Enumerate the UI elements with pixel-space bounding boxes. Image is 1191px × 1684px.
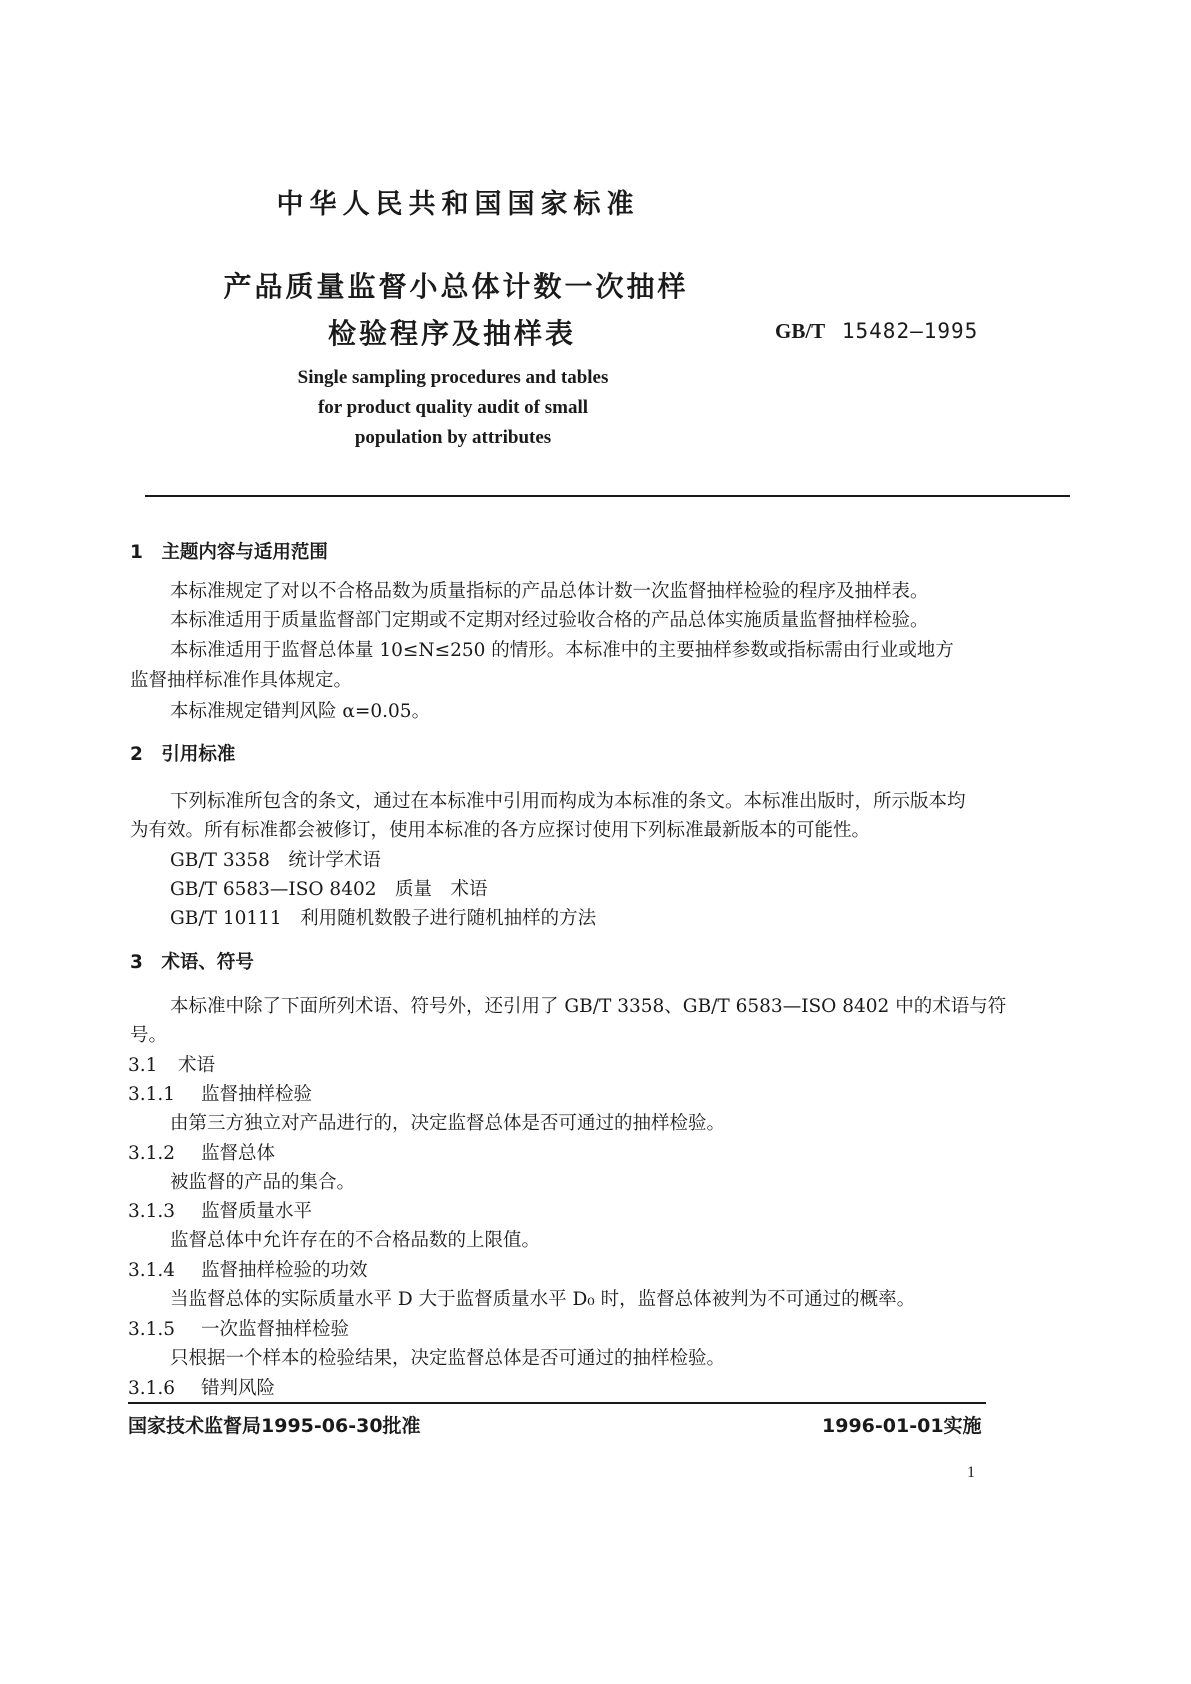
section-1-paragraph-1: 本标准规定了对以不合格品数为质量指标的产品总体计数一次监督抽样检验的程序及抽样表。	[170, 581, 929, 602]
term-label: 监督总体	[201, 1143, 276, 1164]
term-3-1-3-definition: 监督总体中允许存在的不合格品数的上限值。	[170, 1230, 541, 1251]
reference-gbt-6583: GB/T 6583—ISO 8402 质量 术语	[170, 879, 488, 900]
approval-note: 国家技术监督局1995-06-30批准	[128, 1415, 421, 1437]
term-3-1-2-definition: 被监督的产品的集合。	[170, 1172, 356, 1193]
section-2-paragraph-line-1: 下列标准所包含的条文，通过在本标准中引用而构成为本标准的条文。本标准出版时，所示版本均	[170, 791, 966, 812]
term-number: 3.1	[128, 1055, 158, 1076]
title-line-2: 检验程序及抽样表	[327, 317, 577, 350]
term-3-1-4	[128, 1256, 368, 1282]
term-number: 3.1.3	[128, 1201, 176, 1222]
page-number: 1	[967, 1464, 975, 1481]
term-label: 监督质量水平	[201, 1201, 313, 1222]
term-number: 3.1.4	[128, 1260, 176, 1281]
term-number: 3.1.5	[128, 1319, 176, 1340]
section-2-heading: 2 引用标准	[130, 744, 236, 765]
term-label: 监督抽样检验	[201, 1084, 313, 1105]
english-title-line-2: for product quality audit of small	[317, 397, 589, 418]
term-3-1-2	[128, 1139, 275, 1165]
term-3-1-6	[128, 1374, 275, 1400]
term-3-1	[128, 1051, 215, 1077]
section-3-heading: 3 术语、符号	[130, 952, 254, 973]
term-3-1-4-definition: 当监督总体的实际质量水平 D 大于监督质量水平 D₀ 时，监督总体被判为不可通过的概率。	[170, 1289, 916, 1310]
standard-prefix: GB/T	[775, 319, 826, 343]
term-3-1-3	[128, 1197, 312, 1223]
section-2-paragraph-line-2: 为有效。所有标准都会被修订，使用本标准的各方应探讨使用下列标准最新版本的可能性。	[130, 820, 871, 841]
footer-divider	[128, 1402, 986, 1404]
term-label: 术语	[178, 1055, 216, 1076]
term-label: 一次监督抽样检验	[201, 1319, 350, 1340]
section-1-paragraph-4: 本标准规定错判风险 α=0.05。	[170, 701, 431, 722]
standard-number: 15482—1995	[841, 319, 979, 343]
title-line-1: 产品质量监督小总体计数一次抽样	[223, 270, 689, 303]
term-number: 3.1.6	[128, 1378, 176, 1399]
section-1-paragraph-3-line-2: 监督抽样标准作具体规定。	[130, 670, 353, 691]
term-label: 监督抽样检验的功效	[201, 1260, 368, 1281]
section-1-heading: 1 主题内容与适用范围	[130, 542, 328, 563]
reference-gbt-3358: GB/T 3358 统计学术语	[170, 850, 381, 871]
national-standard-label: 中华人民共和国国家标准	[276, 189, 640, 220]
term-3-1-1-definition: 由第三方独立对产品进行的，决定监督总体是否可通过的抽样检验。	[170, 1113, 726, 1134]
term-label: 错判风险	[201, 1378, 276, 1399]
term-number: 3.1.1	[128, 1084, 176, 1105]
section-1-paragraph-3-line-1: 本标准适用于监督总体量 10≤N≤250 的情形。本标准中的主要抽样参数或指标需由行业或地方	[170, 640, 954, 661]
term-3-1-5-definition: 只根据一个样本的检验结果，决定监督总体是否可通过的抽样检验。	[170, 1348, 726, 1369]
term-number: 3.1.2	[128, 1143, 176, 1164]
standard-code	[775, 319, 978, 344]
english-title-line-3: population by attributes	[354, 427, 552, 448]
reference-gbt-10111: GB/T 10111 利用随机数骰子进行随机抽样的方法	[170, 908, 597, 929]
effective-date: 1996-01-01实施	[822, 1415, 982, 1437]
term-3-1-5	[128, 1315, 349, 1341]
section-1-paragraph-2: 本标准适用于质量监督部门定期或不定期对经过验收合格的产品总体实施质量监督抽样检验。	[170, 610, 929, 631]
term-3-1-1	[128, 1080, 312, 1106]
section-3-paragraph-line-2: 号。	[130, 1025, 168, 1046]
english-title-line-1: Single sampling procedures and tables	[297, 367, 609, 388]
header-divider	[145, 495, 1070, 497]
section-3-paragraph-line-1: 本标准中除了下面所列术语、符号外，还引用了 GB/T 3358、GB/T 6583—ISO 8402 中的术语与符	[170, 996, 1007, 1017]
